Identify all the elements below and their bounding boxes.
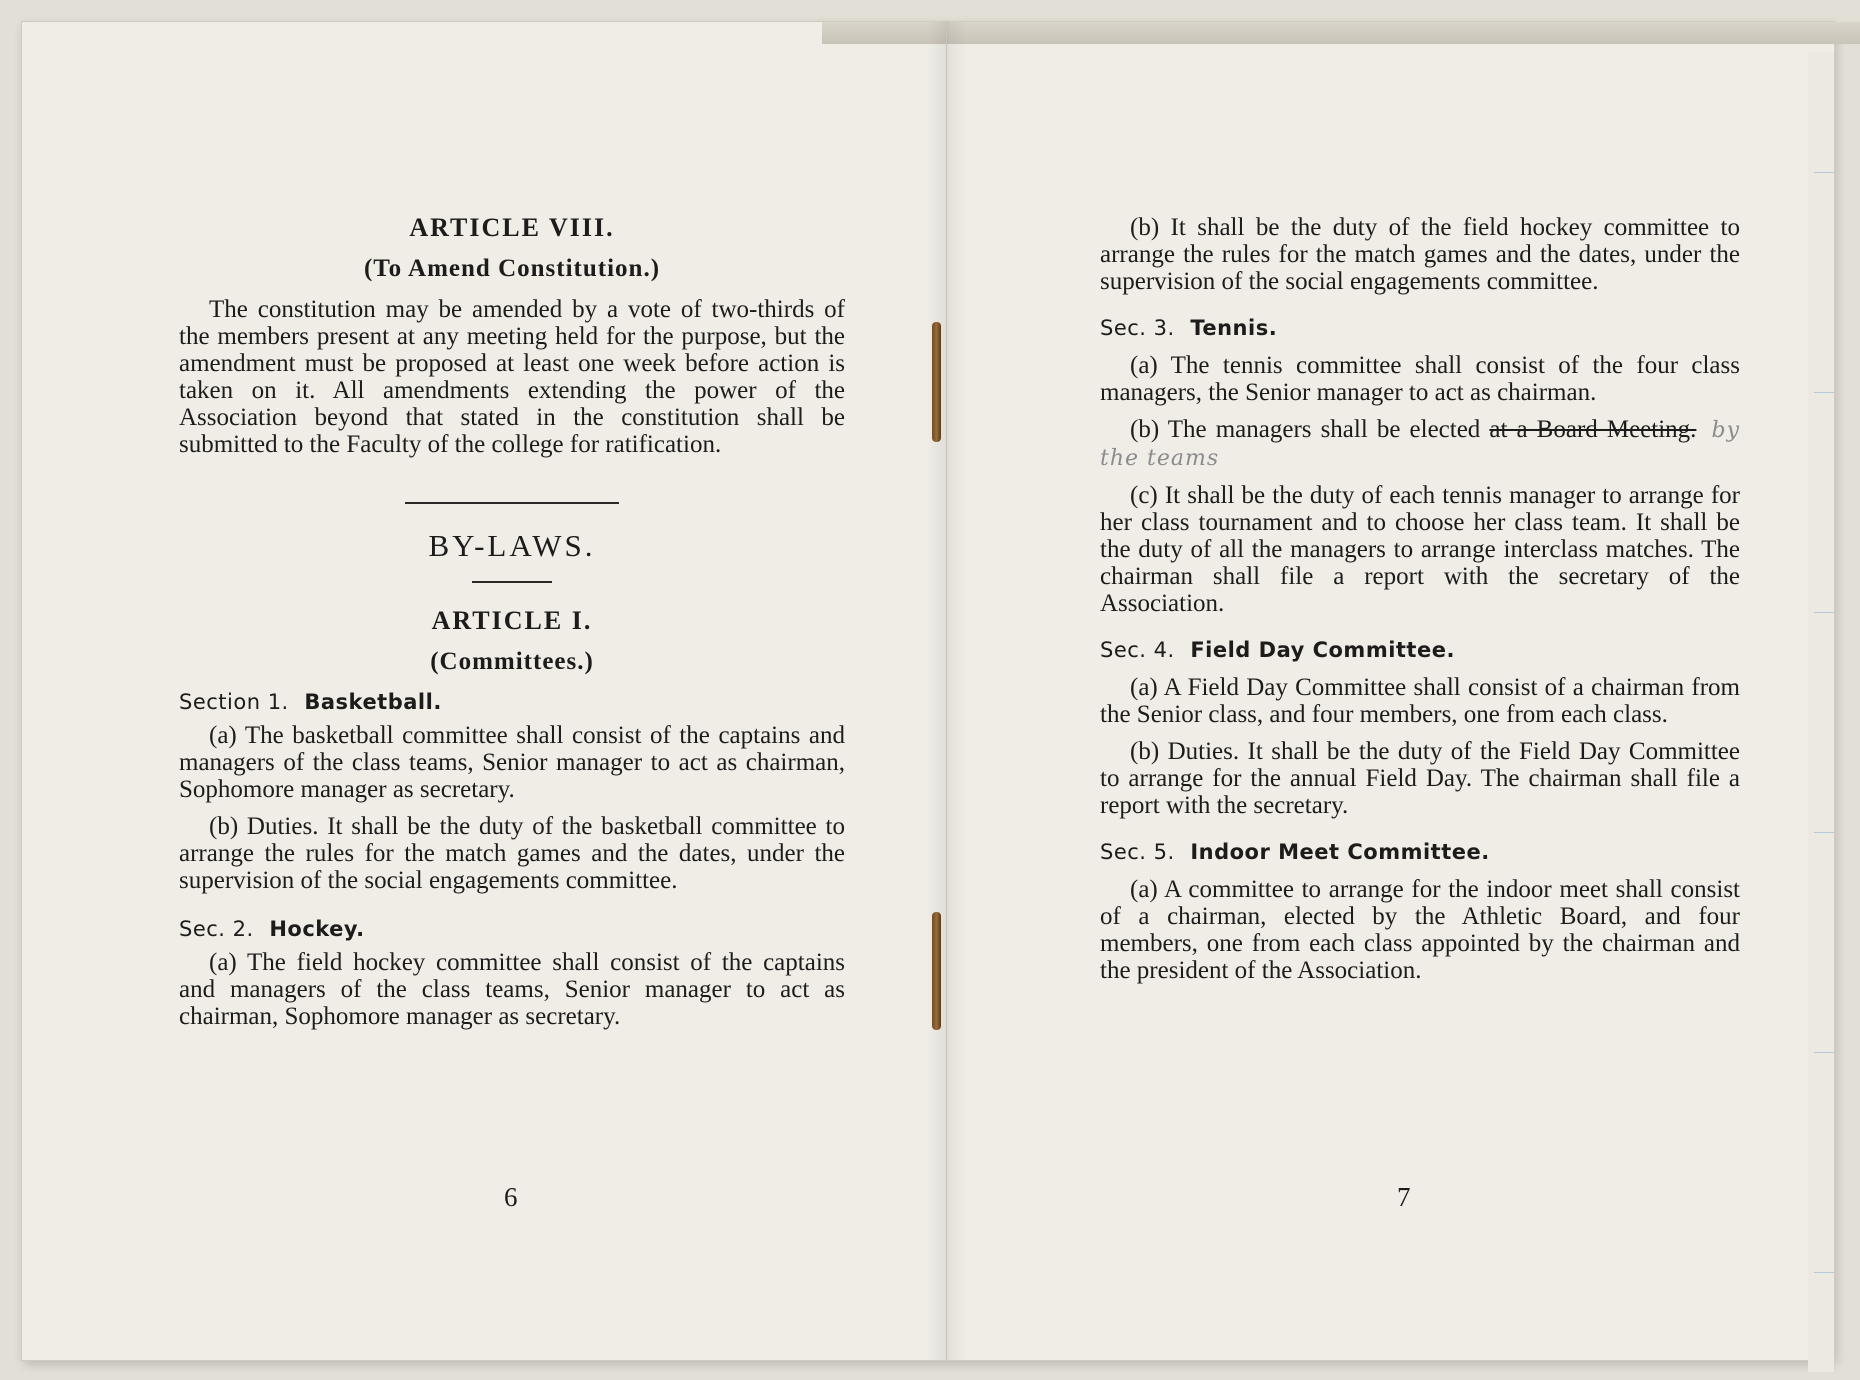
section-2-number: Sec. 2. bbox=[179, 917, 254, 941]
right-page bbox=[947, 22, 1834, 1360]
section-1-name: Basketball. bbox=[304, 690, 442, 714]
article-i-title: ARTICLE I. bbox=[431, 606, 593, 635]
section-2-heading bbox=[179, 916, 845, 943]
section-4-number: Sec. 4. bbox=[1100, 638, 1175, 662]
article-viii-subtitle: (To Amend Constitution.) bbox=[363, 255, 661, 282]
section-2-b: (b) It shall be the duty of the field hockey committee to arrange the rules for the match games and the dates, under the supervision of the social engagements committee. bbox=[1100, 214, 1740, 295]
article-viii-title: ARTICLE VIII. bbox=[409, 213, 615, 242]
section-4-b: (b) Duties. It shall be the duty of the Field Day Committee to arrange for the annual Field Day. The chairman shall file a report with the secretary. bbox=[1100, 738, 1740, 819]
section-1-number: Section 1. bbox=[179, 690, 289, 714]
section-4-a: (a) A Field Day Committee shall consist of a chairman from the Senior class, and four members, one from each class. bbox=[1100, 674, 1740, 728]
bylaws-heading: BY-LAWS. bbox=[428, 528, 596, 563]
section-3-b bbox=[1100, 416, 1740, 472]
right-page-content bbox=[1100, 214, 1740, 984]
article-i-subtitle: (Committees.) bbox=[430, 648, 594, 675]
staple-bottom bbox=[932, 912, 941, 1030]
section-5-number: Sec. 5. bbox=[1100, 840, 1175, 864]
section-1-heading bbox=[179, 689, 845, 716]
staple-top bbox=[932, 322, 941, 442]
struck-through-text: at a Board Meeting. bbox=[1489, 416, 1697, 443]
short-divider bbox=[472, 581, 552, 583]
section-3-c: (c) It shall be the duty of each tennis manager to arrange for her class tournament and to choose her class team. It shall be the duty of all the managers to arrange interclass matches. The chairman shall file a report with the secretary of the Association. bbox=[1100, 482, 1740, 617]
page-number-left: 6 bbox=[504, 1182, 518, 1212]
section-5-name: Indoor Meet Committee. bbox=[1190, 840, 1490, 864]
section-3-b-text: (b) The managers shall be elected bbox=[1130, 416, 1481, 443]
section-4-name: Field Day Committee. bbox=[1190, 638, 1455, 662]
section-2-a: (a) The field hockey committee shall consist of the captains and managers of the class teams, Senior manager to act as chairman, Sophomore manager as secretary. bbox=[179, 949, 845, 1030]
section-1-a: (a) The basketball committee shall consist of the captains and managers of the class teams, Senior manager to act as chairman, Sophomore manager as secretary. bbox=[179, 722, 845, 803]
section-3-number: Sec. 3. bbox=[1100, 316, 1175, 340]
section-5-heading bbox=[1100, 839, 1740, 866]
section-3-a: (a) The tennis committee shall consist of the four class managers, the Senior manager to act as chairman. bbox=[1100, 352, 1740, 406]
page-edge bbox=[1808, 52, 1834, 1372]
left-page bbox=[22, 22, 947, 1360]
left-page-content bbox=[179, 214, 845, 1030]
section-4-heading bbox=[1100, 637, 1740, 664]
booklet-spread bbox=[22, 22, 1834, 1360]
section-3-heading bbox=[1100, 315, 1740, 342]
section-1-b: (b) Duties. It shall be the duty of the basketball committee to arrange the rules for the match games and the dates, under the supervision of the social engagements committee. bbox=[179, 813, 845, 894]
section-5-a: (a) A committee to arrange for the indoor meet shall consist of a chairman, elected by the Athletic Board, and four members, one from each class appointed by the chairman and the president of the Association. bbox=[1100, 876, 1740, 984]
section-2-name: Hockey. bbox=[269, 917, 365, 941]
section-3-name: Tennis. bbox=[1190, 316, 1278, 340]
article-viii-body: The constitution may be amended by a vote of two-thirds of the members present at any meeting held for the purpose, but the amendment must be proposed at least one week before action is taken on it. All amendments extending the power of the Association beyond that stated in the constitution shall be submitted to the Faculty of the college for ratification. bbox=[179, 296, 845, 458]
section-divider bbox=[405, 502, 619, 504]
handwritten-annotation: by the teams bbox=[1100, 418, 1740, 471]
page-number-right: 7 bbox=[1397, 1182, 1411, 1212]
